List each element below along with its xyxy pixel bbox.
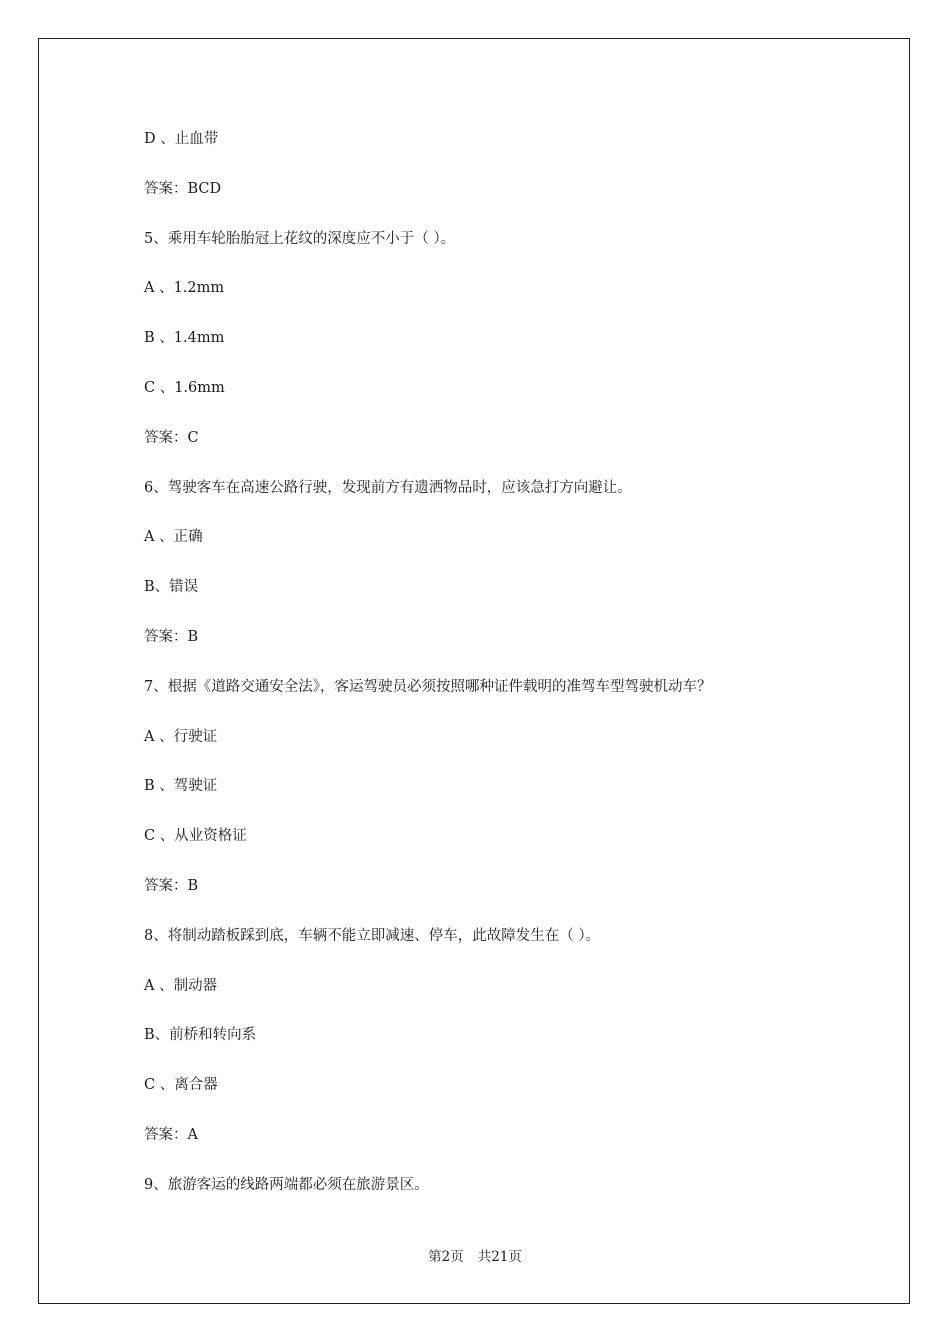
option-a-q6: A 、正确 [144, 529, 203, 546]
answer-q7: 答案：B [144, 877, 199, 894]
question-9: 9、旅游客运的线路两端都必须在旅游景区。 [144, 1176, 429, 1193]
question-8: 8、将制动踏板踩到底，车辆不能立即减速、停车，此故障发生在（ ）。 [144, 927, 601, 944]
option-c-q8: C 、离合器 [144, 1077, 218, 1094]
option-c-q7: C 、从业资格证 [144, 828, 247, 845]
question-5: 5、乘用车轮胎胎冠上花纹的深度应不小于（ ）。 [144, 230, 456, 247]
option-b-q5: B 、1.4mm [144, 330, 225, 347]
page-number-current: 第2页 [428, 1249, 464, 1265]
option-c-q5: C 、1.6mm [144, 379, 225, 396]
option-b-q8: B、前桥和转向系 [144, 1027, 257, 1044]
question-7: 7、根据《道路交通安全法》，客运驾驶员必须按照哪种证件载明的准驾车型驾驶机动车？ [144, 678, 712, 695]
question-6: 6、驾驶客车在高速公路行驶，发现前方有遗洒物品时，应该急打方向避让。 [144, 479, 632, 496]
option-b-q7: B 、驾驶证 [144, 778, 218, 795]
option-d-q4: D 、止血带 [144, 131, 219, 147]
document-body [144, 124, 844, 1220]
answer-q8: 答案：A [144, 1126, 198, 1143]
option-a-q5: A 、1.2mm [144, 280, 225, 297]
option-a-q7: A 、行驶证 [144, 728, 218, 745]
answer-q4: 答案：BCD [144, 180, 222, 197]
page-footer [0, 1247, 950, 1267]
option-a-q8: A 、制动器 [144, 977, 218, 994]
answer-q5: 答案：C [144, 429, 199, 446]
answer-q6: 答案：B [144, 628, 199, 645]
option-b-q6: B、错误 [144, 579, 199, 596]
page-number-total: 共21页 [477, 1249, 522, 1265]
